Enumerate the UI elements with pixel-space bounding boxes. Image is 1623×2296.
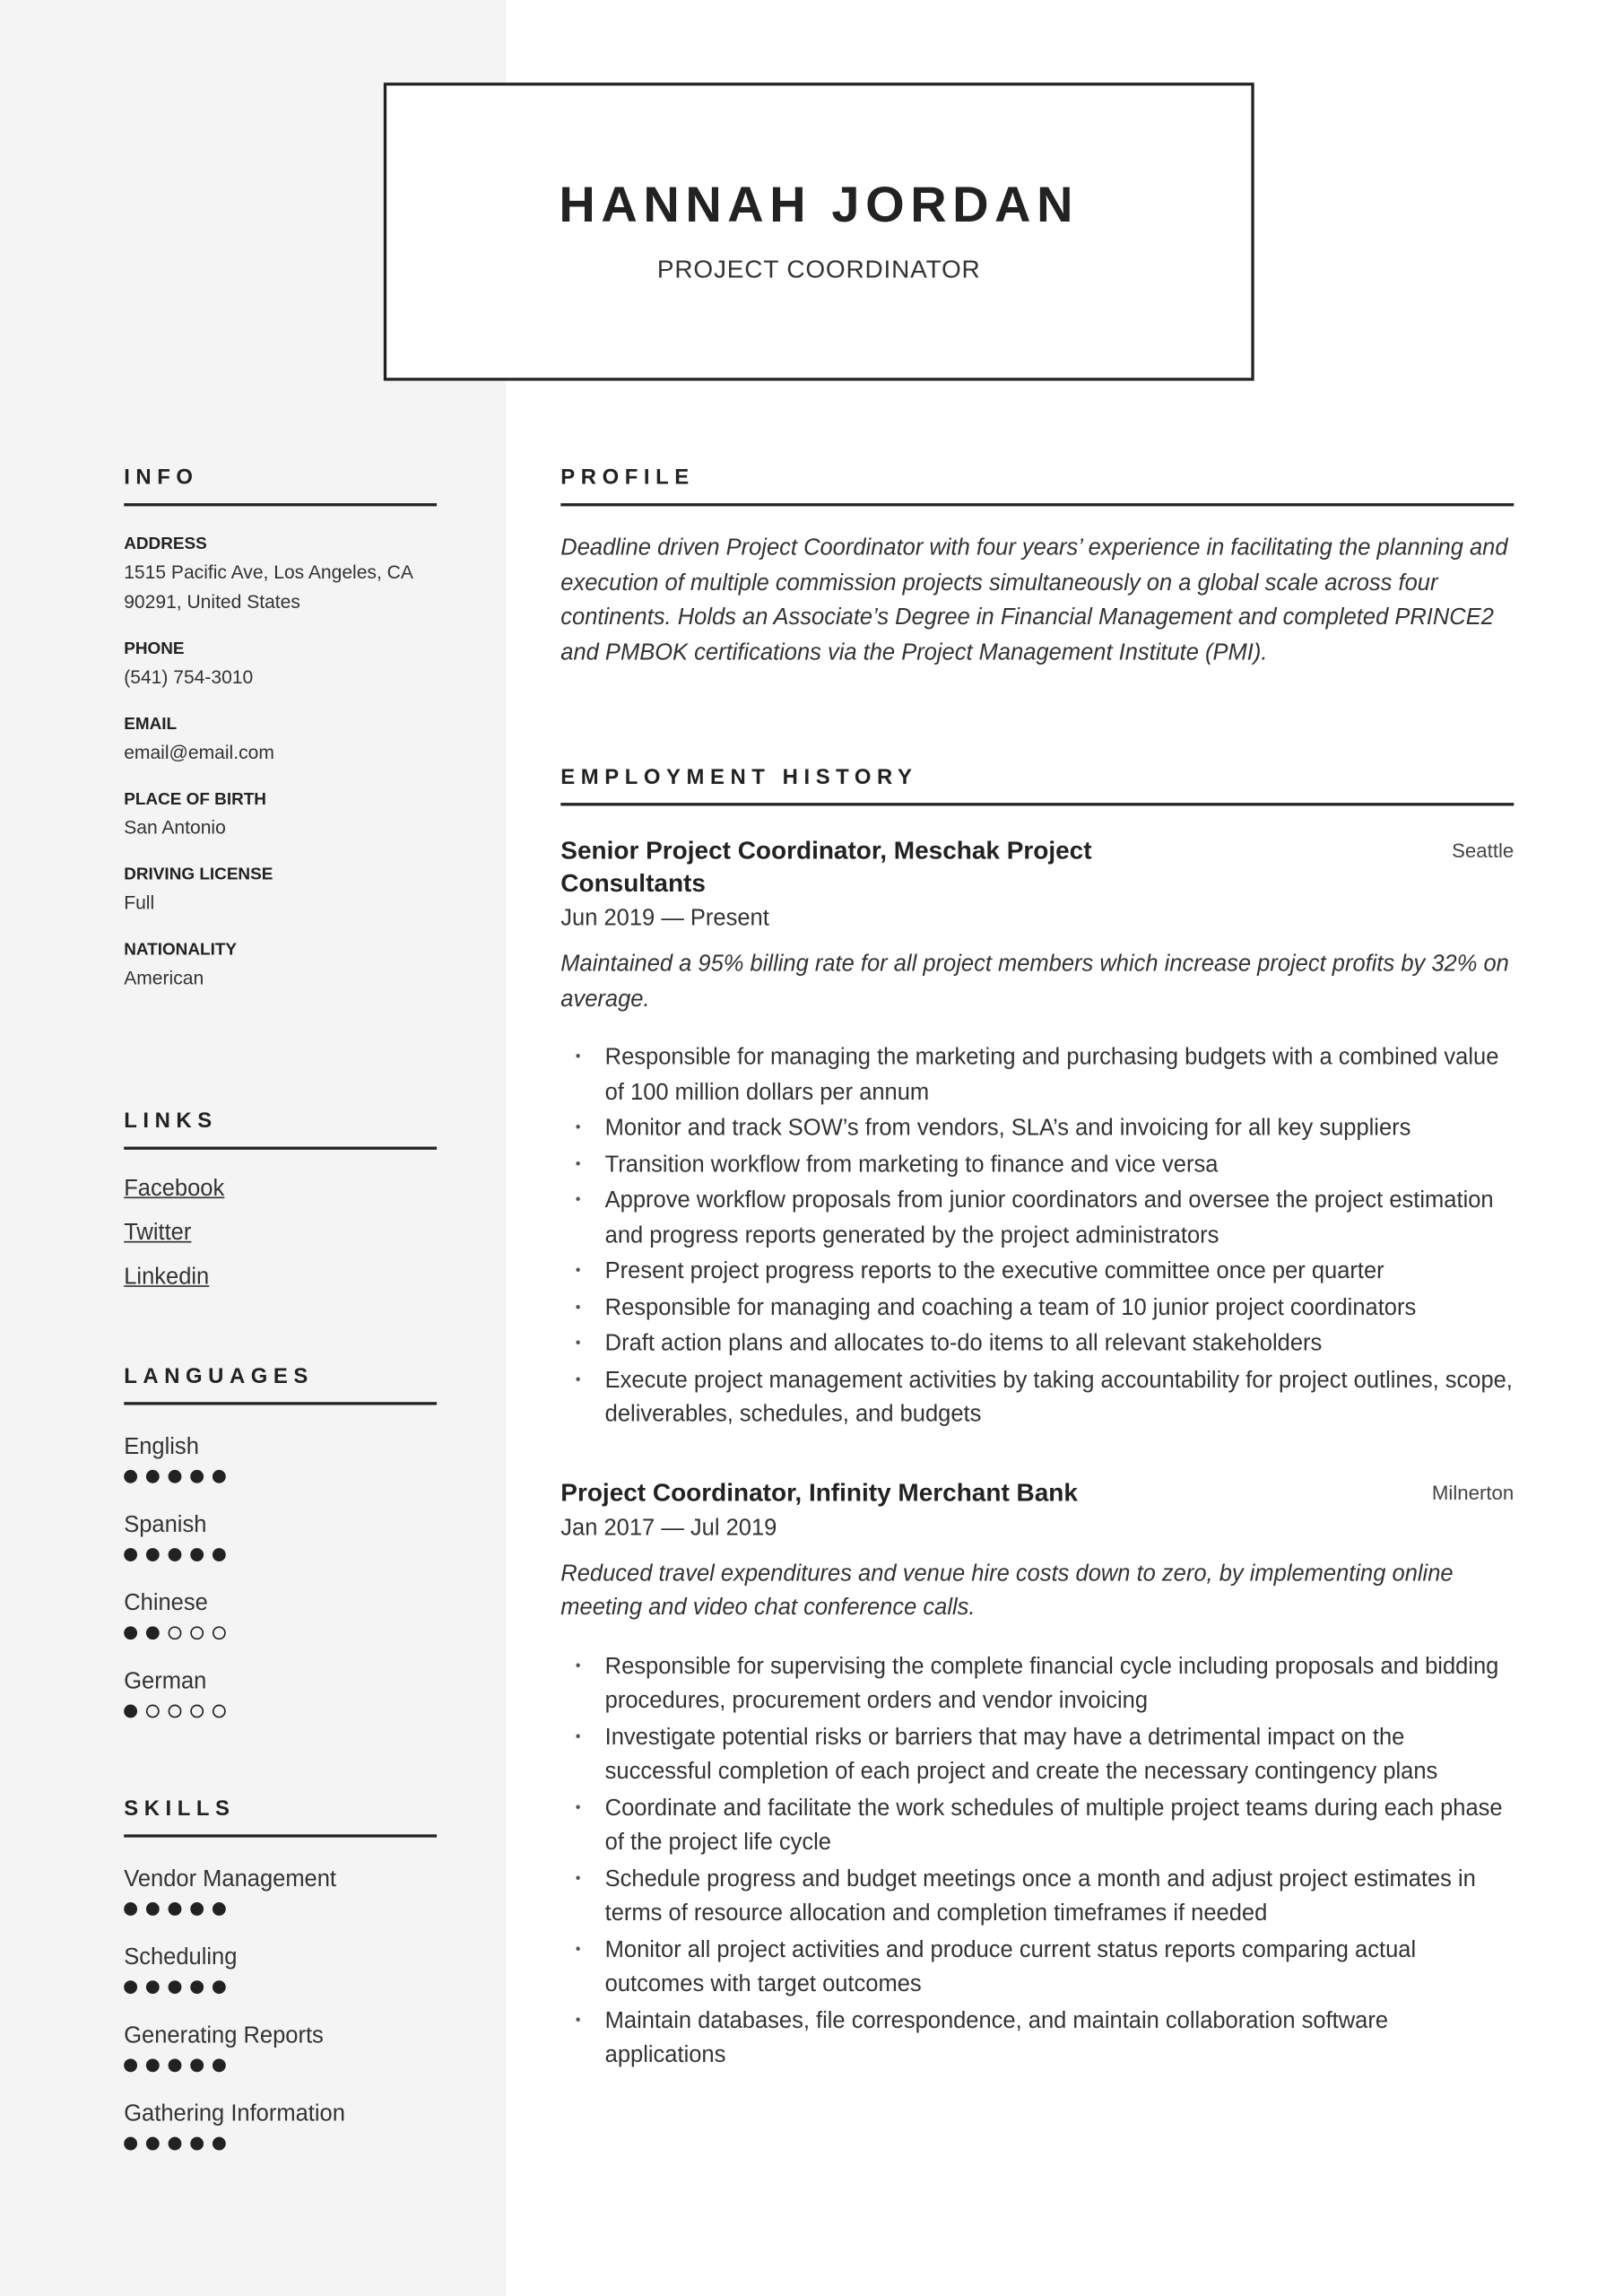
candidate-title: PROJECT COORDINATOR xyxy=(656,255,981,283)
job-entry xyxy=(560,1477,1514,2074)
filled-dot-icon xyxy=(124,1705,137,1718)
candidate-name: HANNAH JORDAN xyxy=(559,177,1080,233)
job-city: Milnerton xyxy=(1431,1481,1515,1504)
empty-dot-icon xyxy=(213,1626,226,1639)
language-name: Chinese xyxy=(124,1590,208,1616)
filled-dot-icon xyxy=(190,1548,204,1561)
info-item xyxy=(124,791,437,843)
skill-level-dots xyxy=(124,1980,437,1994)
filled-dot-icon xyxy=(146,1902,160,1916)
job-dates: Jan 2017 — Jul 2019 xyxy=(560,1515,777,1541)
bullet-item: • Responsible for supervising the complete financial cycle including proposals and bidding procedures, procurement orders and vendor invoicing xyxy=(605,1649,1515,1718)
skill-name: Generating Reports xyxy=(124,2022,324,2048)
bullet-item: • Maintain databases, file correspondence, and maintain collaboration software applications xyxy=(605,2004,1515,2073)
bullet-item: • Responsible for managing and coaching a team of 10 junior project coordinators xyxy=(605,1291,1515,1326)
jobs-list xyxy=(560,835,1514,2073)
empty-dot-icon xyxy=(169,1626,182,1639)
filled-dot-icon xyxy=(124,1980,137,1994)
languages-list xyxy=(124,1434,437,1718)
filled-dot-icon xyxy=(124,1470,137,1483)
bullet-item: • Transition workflow from marketing to finance and vice versa xyxy=(605,1148,1515,1183)
links-heading: LINKS xyxy=(124,1109,437,1149)
filled-dot-icon xyxy=(213,1548,226,1561)
info-value: (541) 754-3010 xyxy=(124,665,254,688)
filled-dot-icon xyxy=(190,1470,204,1483)
skills-list xyxy=(124,1867,437,2151)
info-item xyxy=(124,640,437,692)
filled-dot-icon xyxy=(124,1548,137,1561)
filled-dot-icon xyxy=(213,1980,226,1994)
empty-dot-icon xyxy=(169,1705,182,1718)
filled-dot-icon xyxy=(169,1902,182,1916)
job-city: Seattle xyxy=(1452,839,1515,862)
info-section xyxy=(124,466,437,1017)
bullet-item: • Execute project management activities by taking accountability for project outlines, scope, deliverables, schedules, and budgets xyxy=(605,1363,1515,1432)
info-label: NATIONALITY xyxy=(124,941,238,960)
info-label: ADDRESS xyxy=(124,535,207,554)
job-summary: Maintained a 95% billing rate for all project members which increase project profits by 32% on average. xyxy=(560,952,1509,1013)
employment-section xyxy=(560,766,1514,2074)
info-value: American xyxy=(124,966,204,989)
language-level-dots xyxy=(124,1626,437,1639)
job-title: Project Coordinator, Infinity Merchant Bank xyxy=(560,1478,1078,1507)
empty-dot-icon xyxy=(190,1705,204,1718)
info-heading: INFO xyxy=(124,466,437,506)
empty-dot-icon xyxy=(146,1705,160,1718)
job-title: Senior Project Coordinator, Meschak Project Consultants xyxy=(560,836,1092,898)
link-twitter[interactable]: Twitter xyxy=(124,1220,192,1246)
info-label: EMAIL xyxy=(124,716,178,734)
filled-dot-icon xyxy=(169,1980,182,1994)
filled-dot-icon xyxy=(169,1548,182,1561)
filled-dot-icon xyxy=(190,1980,204,1994)
link-linkedin[interactable]: Linkedin xyxy=(124,1265,210,1291)
job-bullets xyxy=(560,1649,1514,2073)
profile-text: Deadline driven Project Coordinator with four years’ experience in facilitating the planning and execution of multiple commission projects simultaneously on a global scale across four continents. Holds an Associate’s Degree in Financial Management and completed PRINCE2 and PMBOK certifications via the Project Management Institute (PMI). xyxy=(560,535,1508,665)
filled-dot-icon xyxy=(213,1902,226,1916)
bullet-item: • Monitor and track SOW’s from vendors, SLA’s and invoicing for all key suppliers xyxy=(605,1111,1515,1146)
info-value: 1515 Pacific Ave, Los Angeles, CA 90291, United States xyxy=(124,561,412,613)
skill-level-dots xyxy=(124,1902,437,1916)
info-item xyxy=(124,535,437,617)
language-name: Spanish xyxy=(124,1512,207,1538)
employment-heading: EMPLOYMENT HISTORY xyxy=(560,766,1514,805)
filled-dot-icon xyxy=(169,2058,182,2072)
language-name: German xyxy=(124,1669,207,1695)
filled-dot-icon xyxy=(169,2137,182,2151)
filled-dot-icon xyxy=(124,2058,137,2072)
skills-section xyxy=(124,1797,437,2179)
job-summary: Reduced travel expenditures and venue hire costs down to zero, by implementing online meeting and video chat conference calls. xyxy=(560,1561,1454,1622)
language-name: English xyxy=(124,1434,199,1460)
filled-dot-icon xyxy=(213,2137,226,2151)
skill-level-dots xyxy=(124,2137,437,2151)
empty-dot-icon xyxy=(213,1705,226,1718)
skills-heading: SKILLS xyxy=(124,1797,437,1837)
filled-dot-icon xyxy=(124,1626,137,1639)
skill-name: Vendor Management xyxy=(124,1866,337,1892)
filled-dot-icon xyxy=(124,1902,137,1916)
skill-level-dots xyxy=(124,2058,437,2072)
filled-dot-icon xyxy=(190,2137,204,2151)
info-item xyxy=(124,866,437,918)
job-bullets xyxy=(560,1040,1514,1432)
filled-dot-icon xyxy=(146,2137,160,2151)
empty-dot-icon xyxy=(190,1626,204,1639)
info-item xyxy=(124,942,437,994)
bullet-item: • Approve workflow proposals from junior coordinators and oversee the project estimation and progress reports generated by the project administrators xyxy=(605,1184,1515,1253)
bullet-item: • Investigate potential risks or barriers that may have a detrimental impact on the successful completion of each project and create the necessary contingency plans xyxy=(605,1720,1515,1789)
filled-dot-icon xyxy=(146,2058,160,2072)
profile-section xyxy=(560,466,1514,671)
job-header xyxy=(560,835,1514,900)
filled-dot-icon xyxy=(146,1626,160,1639)
skill-name: Scheduling xyxy=(124,1944,238,1970)
language-level-dots xyxy=(124,1705,437,1718)
name-header-box xyxy=(384,83,1254,380)
filled-dot-icon xyxy=(190,1902,204,1916)
job-entry xyxy=(560,835,1514,1432)
job-header xyxy=(560,1477,1514,1509)
bullet-item: • Coordinate and facilitate the work schedules of multiple project teams during each phase of the project life cycle xyxy=(605,1791,1515,1860)
language-level-dots xyxy=(124,1470,437,1483)
bullet-item: • Draft action plans and allocates to-do items to all relevant stakeholders xyxy=(605,1327,1515,1362)
filled-dot-icon xyxy=(213,1470,226,1483)
info-value: San Antonio xyxy=(124,815,226,839)
languages-section xyxy=(124,1365,437,1747)
links-list xyxy=(124,1176,437,1291)
filled-dot-icon xyxy=(124,2137,137,2151)
info-label: DRIVING LICENSE xyxy=(124,865,273,884)
bullet-item: • Monitor all project activities and produce current status reports comparing actual outcomes with target outcomes xyxy=(605,1933,1515,2002)
filled-dot-icon xyxy=(146,1548,160,1561)
info-label: PLACE OF BIRTH xyxy=(124,790,266,809)
filled-dot-icon xyxy=(146,1470,160,1483)
filled-dot-icon xyxy=(169,1470,182,1483)
info-item xyxy=(124,716,437,768)
filled-dot-icon xyxy=(146,1980,160,1994)
bullet-item: • Present project progress reports to the executive committee once per quarter xyxy=(605,1255,1515,1290)
language-level-dots xyxy=(124,1548,437,1561)
languages-heading: LANGUAGES xyxy=(124,1365,437,1405)
profile-heading: PROFILE xyxy=(560,466,1514,506)
bullet-item: • Schedule progress and budget meetings once a month and adjust project estimates in terms of resource allocation and completion timeframes if needed xyxy=(605,1862,1515,1931)
bullet-item: • Responsible for managing the marketing and purchasing budgets with a combined value of 100 million dollars per annum xyxy=(605,1040,1515,1109)
info-value: email@email.com xyxy=(124,741,274,763)
info-list xyxy=(124,535,437,993)
job-dates: Jun 2019 — Present xyxy=(560,906,769,932)
links-section xyxy=(124,1109,437,1309)
skill-name: Gathering Information xyxy=(124,2101,345,2127)
link-facebook[interactable]: Facebook xyxy=(124,1176,225,1202)
info-label: PHONE xyxy=(124,640,185,658)
filled-dot-icon xyxy=(213,2058,226,2072)
info-value: Full xyxy=(124,891,155,914)
filled-dot-icon xyxy=(190,2058,204,2072)
